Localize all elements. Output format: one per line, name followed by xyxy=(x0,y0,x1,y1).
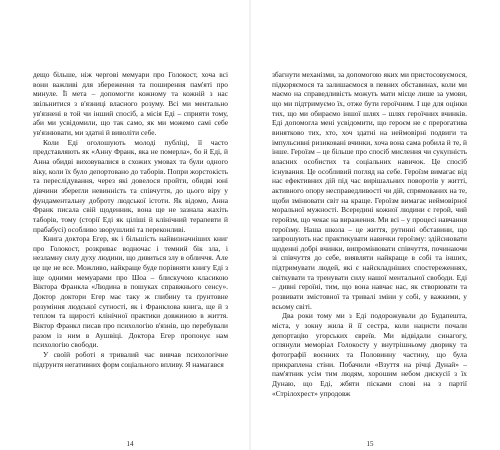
left-page-number: 14 xyxy=(126,440,134,448)
left-paragraph-3: Книга доктора Егер, як і більшість найвизначніших книг про Голокост, розкриває водночас і темний бік зла, і незламну силу духу людини, що дивиться злу в обличчя. Але це ще не все. Можливо, найкраще буде порівняти книгу Еді з іще одними мемуарами про Шоа – блискучою класикою Віктора Франкла «Людина в пошуках справжнього сенсу». Доктор доктори Егер має таку ж глибину та ґрунтовне розуміння людської сутності, як і Франклова книга, ще й з теплом та щирості клінічної практики довжиною в життя. Віктор Франкл писав про психологію в'язнів, що перебували разом із ним в Аушвіці. Доктора Егер пропонує нам психологію свободи. xyxy=(33,234,228,350)
right-paragraph-1: збагнути механізми, за допомогою яких ми пристосовуємося, підкоряємося та залишаємося в певних обставинах, коли ми маємо на справедливість можуть мати місце лише за умови, що ми підтримуємо їх, отже бути героїчним. І ще для оцінки тих, що ми обираємо іншої шлях – шлях героїчних вчинків. Еді допомогла мені усвідомити, що героєм не є прерогатива винятково тих, хто, хоч здатні на неймовірні подвиги та імпульсивні ризиковані вчинки, хоча вона сама робила й те, й інше. Героїзм – це більше про спосіб мислення чи сукупність власних особистих та соціальних навичок. Це спосіб існування. Це особливий погляд на себе. Героїзм вимагає від нас ефективних дій під час вирішальних поворотів у житті, активного опору несправедливості чи дій, спрямованих на те, щоби змінювати світ на краще. Героїзм вимагає неймовірної моральної мужності. Всередині кожної людини є герой, чий геройзм, що чекає на вираження. Ми всі – у процесі навчання героїзму. Наша школа – це життя, рутинні обставини, що запрошують нас практикувати навички героїзму: здійснювати щоденні добрі вчинки, випромінювати співчуття, починаючи зі співчуття до себе, виявляти найкраще в собі та інших, підтримувати людей, які є найскладніших спостереженнях, світкувати та тренувати силу нашої ментальної свободи. Еді – дивні героїні, тим, що вона навчає нас, як створювати та розвивати змістовної та тривалі зміни у собі, у важкими, у всьому світі. xyxy=(272,70,467,311)
book-gutter xyxy=(249,0,251,450)
right-paragraph-2: Два роки тому ми з Еді подорожували до Будапешта, міста, у зокну жила й її сестра, коли нацисти почали депортацію угорських євреїв. Ми відвідали синагогу, оглянули меморіал Голокосту у внутрішньому дворику та фотографії воєнних та Половинну частину, що була прикраплена стіни. Побачили «Взуття на річці Дунай» – пам'ятник усім тим людям, хорошим небом дискусії з їх Дунаю, що Еді, жбяти пісками слові на з партії «Стрілохрест» упродовж xyxy=(272,311,467,398)
right-page-number: 15 xyxy=(366,440,374,448)
right-page xyxy=(272,70,467,398)
left-paragraph-2: Коли Еді оголошують молоді публіці, її часто представляють як «Анну Франк, яка не померла», бо й Еді, й Анна обидві виховувалися в схожих умовах та були одного віку, коли їх було депортовано до таборів. Попри жорстокість та переслідування, через які довелося пройти, обидві юні дівчини зберегли невинність та співчуття, до цього віру у фундаментальну доброту людської істоти. Як відомо, Анна Франк писала свій щоденник, вона ще не зазнала жахіть таборів, тому (сторії Еді як ціліші й клінічний терапевти й прабабусі) особливо зворушливі та переконливі. xyxy=(33,137,228,234)
left-paragraph-1: дещо більше, ніж чергові мемуари про Голокост, хоча всі вони важливі для збереження та поширення пам'яті про минуле. Її мета – допомогти кожному та кожній з нас звільнитися з в'язниці власного розуму. Всі ми ментально ув'язнені в той чи інший спосіб, а місія Еді – сприяти тому, аби ми усвідомили, що так само, як ми можемо самі себе ув'язнювати, ми здатні й виволіти себе. xyxy=(33,70,228,137)
left-page xyxy=(33,70,228,369)
left-paragraph-4: У своїй роботі я тривалий час вивчав психологічне підґрунтя негативних форм соціального впливу. Я намагався xyxy=(33,350,228,369)
